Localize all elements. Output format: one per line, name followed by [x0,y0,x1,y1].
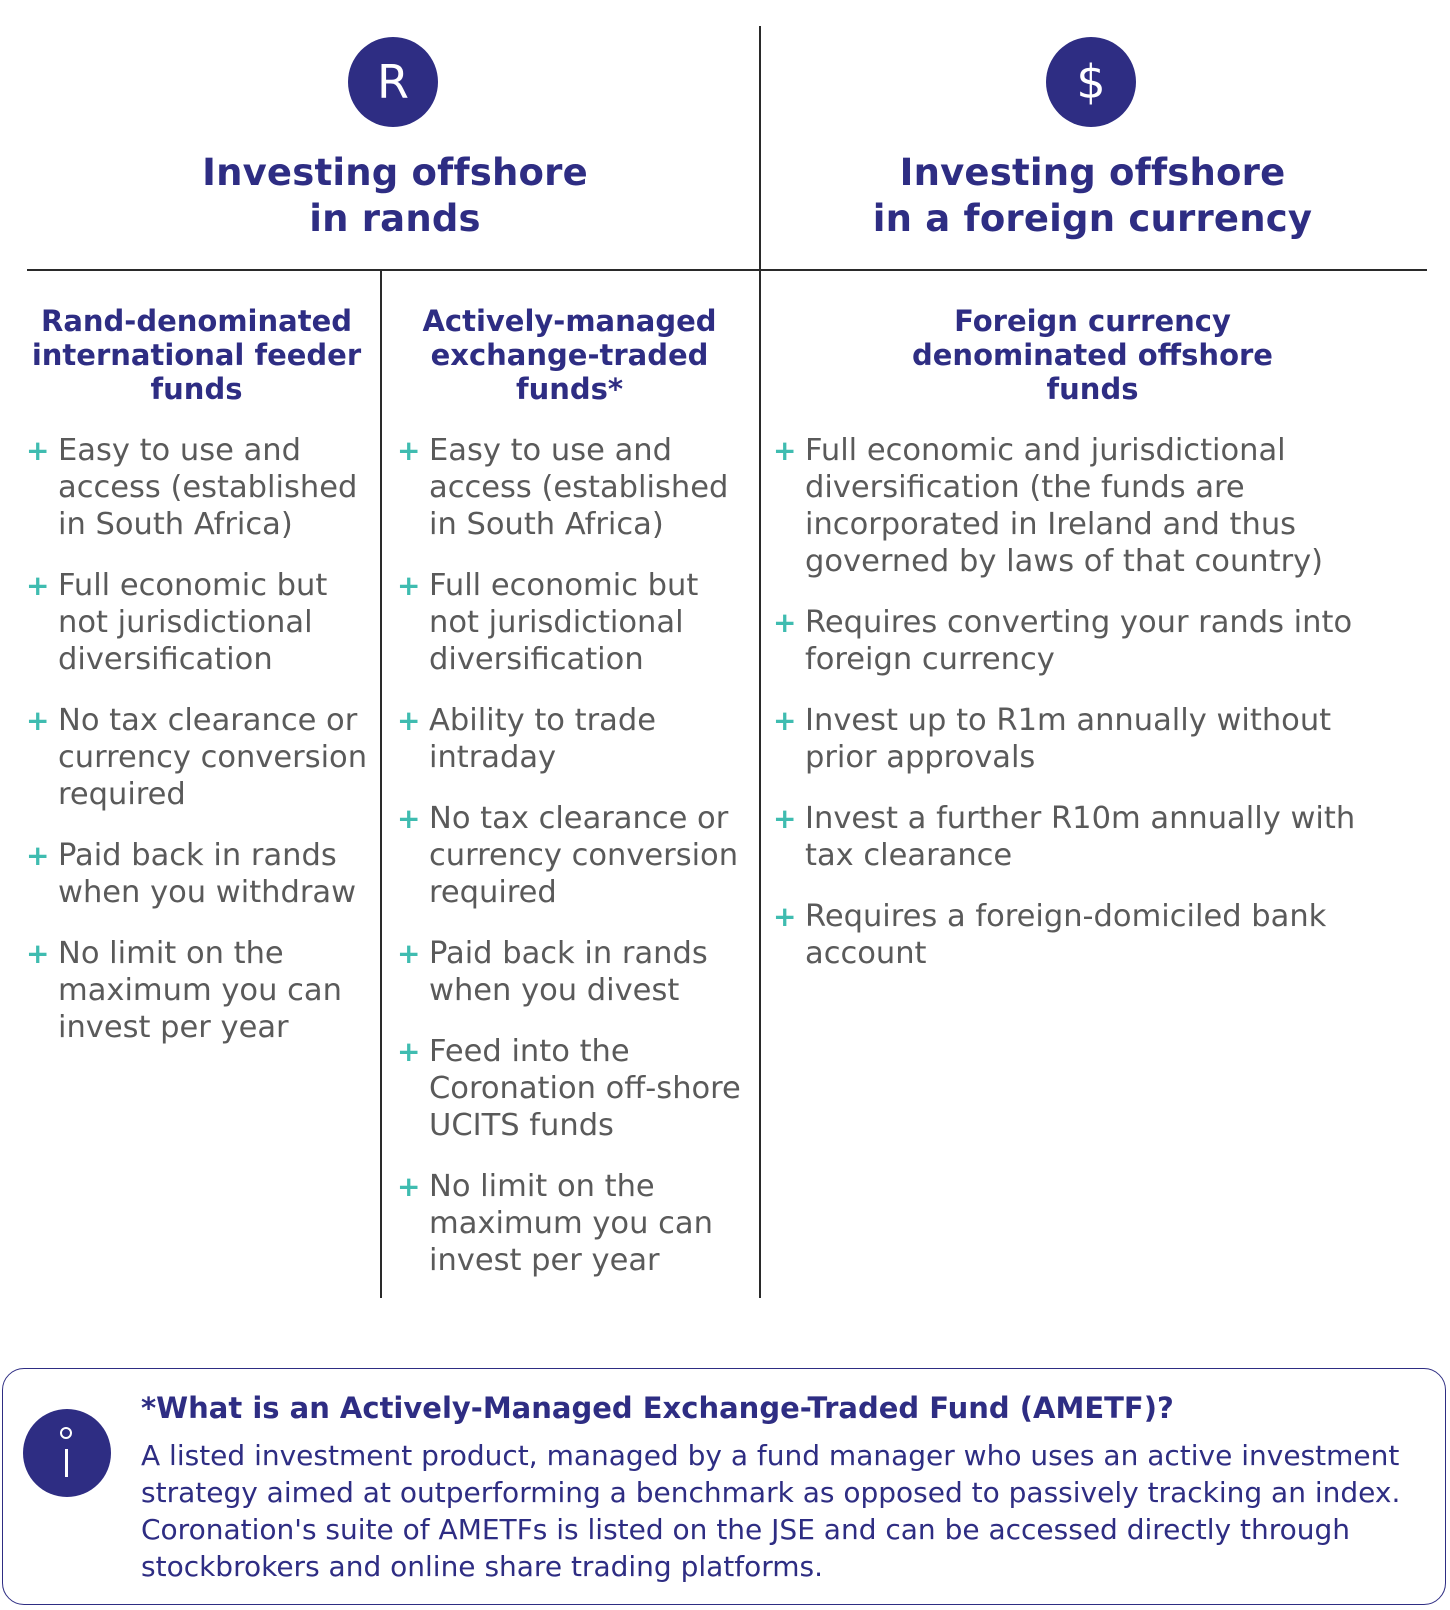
plus-icon: + [773,434,797,467]
list-item-text: Invest up to R1m annually without prior approvals [805,703,1332,775]
list-item [773,604,1378,678]
list-item-text: Paid back in rands when you divest [429,936,708,1008]
list-item [397,935,742,1009]
list-item-text: Requires converting your rands into foreign currency [805,605,1353,677]
plus-icon: + [26,937,50,970]
list-item [26,432,371,543]
header-divider [27,269,1427,271]
plus-icon: + [397,704,421,737]
plus-icon: + [397,1035,421,1068]
column-title-line: Actively-managed [422,304,717,338]
list-item [26,567,371,678]
ametf-info-box [2,1368,1446,1605]
plus-icon: + [397,937,421,970]
column-title-line: funds [150,372,243,406]
column-title-feeder-funds [24,304,369,406]
plus-icon: + [397,434,421,467]
list-item-text: No tax clearance or currency conversion required [58,703,368,812]
section-title-line: Investing offshore [899,151,1286,194]
column-title-line: Foreign currency [954,304,1231,338]
column-title-line: international feeder [31,338,362,372]
plus-icon: + [26,839,50,872]
dollar-icon: $ [1046,37,1136,127]
list-item-text: Easy to use and access (established in South Africa) [429,433,729,542]
plus-icon: + [26,704,50,737]
section-title-foreign [780,150,1405,242]
plus-icon: + [773,802,797,835]
plus-icon: + [26,434,50,467]
info-title: *What is an Actively-Managed Exchange-Traded Fund (AMETF)? [141,1391,1174,1425]
list-item-text: Full economic and jurisdictional diversification (the funds are incorporated in Ireland and thus governed by laws of that country) [805,433,1324,579]
list-item-text: Full economic but not jurisdictional diversification [429,568,699,677]
plus-icon: + [773,900,797,933]
list-item [26,935,371,1046]
list-item [773,800,1378,874]
list-item [773,702,1378,776]
column-title-line: Rand-denominated [41,304,352,338]
list-item-text: Invest a further R10m annually with tax clearance [805,801,1356,873]
column-title-ametf [392,304,747,406]
list-item [26,837,371,911]
column-title-line: funds [1046,372,1139,406]
list-item-text: Full economic but not jurisdictional diversification [58,568,328,677]
list-item [397,1033,742,1144]
list-item-text: Easy to use and access (established in South Africa) [58,433,358,542]
list-item-text: No limit on the maximum you can invest per year [429,1169,713,1278]
list-item [397,702,742,776]
list-item [397,432,742,543]
list-item [773,432,1378,580]
plus-icon: + [397,1170,421,1203]
section-title-line: Investing offshore [202,151,588,194]
list-item-text: Feed into the Coronation off-shore UCITS funds [429,1034,741,1143]
list-item-text: No tax clearance or currency conversion required [429,801,739,910]
plus-icon: + [26,569,50,602]
column-divider [380,269,382,1298]
column-title-line: exchange-traded [430,338,709,372]
plus-icon: + [397,802,421,835]
info-icon [23,1409,111,1497]
list-item-text: No limit on the maximum you can invest per year [58,936,342,1045]
section-title-line: in a foreign currency [872,197,1313,240]
plus-icon: + [773,704,797,737]
rand-icon: R [348,37,438,127]
list-item [773,898,1378,972]
list-item [397,567,742,678]
column-title-line: denominated offshore [912,338,1273,372]
info-icon-dot [60,1427,72,1439]
feature-list-ametf [397,432,742,1303]
info-icon-bar [65,1449,68,1477]
list-item [26,702,371,813]
list-item-text: Paid back in rands when you withdraw [58,838,357,910]
list-item [397,1168,742,1279]
center-divider [759,26,761,1298]
feature-list-feeder-funds [26,432,371,1070]
list-item-text: Requires a foreign-domiciled bank account [805,899,1327,971]
list-item [397,800,742,911]
plus-icon: + [773,606,797,639]
info-text: A listed investment product, managed by a fund manager who uses an active investment strategy aimed at outperforming a benchmark as opposed to passively tracking an index. Coronation's suite of AMETFs is listed on the JSE and can be accessed directly through stockbrokers and online share trading platforms. [141,1439,1401,1583]
column-title-line: funds* [515,372,624,406]
feature-list-foreign-funds [773,432,1378,996]
list-item-text: Ability to trade intraday [429,703,656,775]
column-title-foreign-funds [800,304,1385,406]
plus-icon: + [397,569,421,602]
section-title-line: in rands [309,197,481,240]
section-title-rands [80,150,710,242]
